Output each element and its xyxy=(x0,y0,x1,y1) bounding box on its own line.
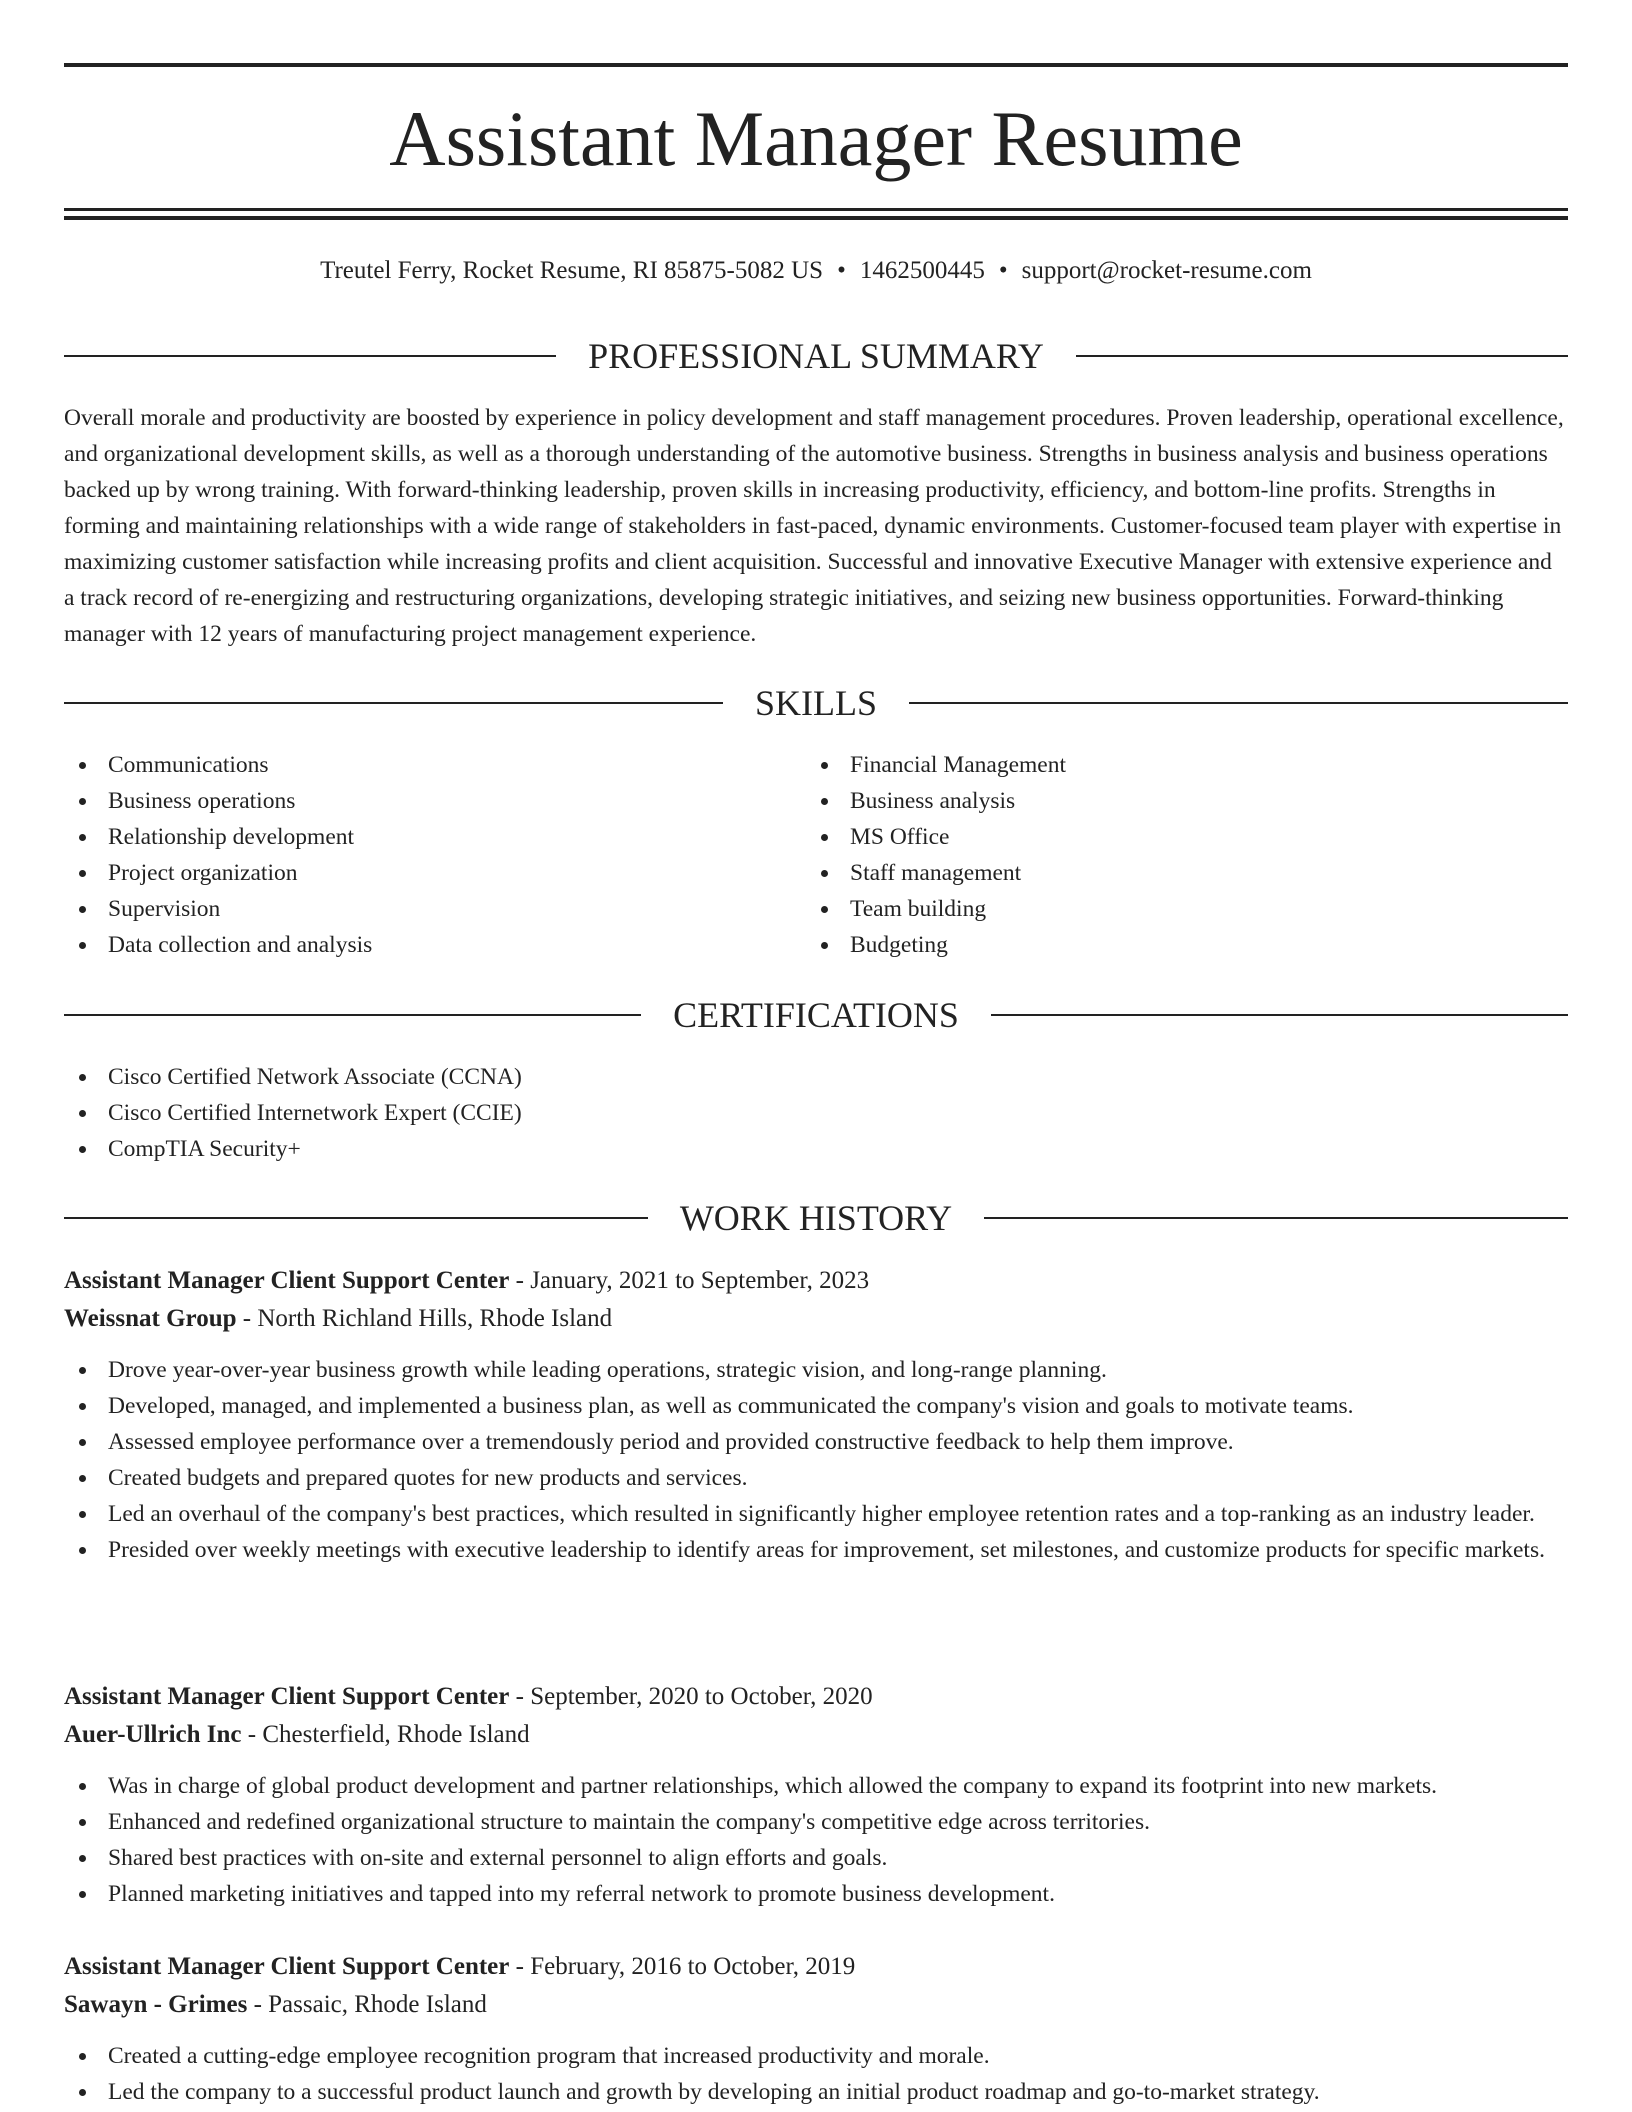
skill-item: Team building xyxy=(806,891,1546,927)
contact-separator: • xyxy=(998,257,1008,284)
certifications-heading xyxy=(64,993,1568,1037)
job-title-line xyxy=(64,1678,1568,1716)
contact-email: support@rocket-resume.com xyxy=(1021,257,1312,284)
skill-item: Business analysis xyxy=(806,783,1546,819)
job-bullet: Developed, managed, and implemented a business plan, as well as communicated the company's vision and goals to motivate teams. xyxy=(64,1388,1568,1424)
certification-item: Cisco Certified Network Associate (CCNA) xyxy=(64,1059,1568,1095)
job-title-line xyxy=(64,1262,1568,1300)
job-bullet: Assessed employee performance over a tremendously period and provided constructive feedback to help them improve. xyxy=(64,1424,1568,1460)
job-company: Auer-Ullrich Inc xyxy=(64,1721,242,1748)
skill-item: Data collection and analysis xyxy=(64,927,804,963)
title-rule-upper xyxy=(64,208,1568,211)
job-title: Assistant Manager Client Support Center xyxy=(64,1953,510,1980)
job-bullet: Planned marketing initiatives and tapped into my referral network to promote business development. xyxy=(64,1876,1568,1912)
job-bullet: Drove year-over-year business growth while leading operations, strategic vision, and long-range planning. xyxy=(64,1352,1568,1388)
heading-rule xyxy=(64,1217,648,1219)
job-location: - North Richland Hills, Rhode Island xyxy=(242,1305,613,1332)
job-title: Assistant Manager Client Support Center xyxy=(64,1683,510,1710)
page-title: Assistant Manager Resume xyxy=(389,95,1243,182)
heading-rule xyxy=(1076,355,1568,357)
skills-heading xyxy=(64,681,1568,725)
skill-item: Budgeting xyxy=(806,927,1546,963)
skill-item: Project organization xyxy=(64,855,804,891)
heading-rule xyxy=(64,702,723,704)
job-bullet: Shared best practices with on-site and external personnel to align efforts and goals. xyxy=(64,1840,1568,1876)
summary-heading xyxy=(64,334,1568,378)
job-bullet: Created budgets and prepared quotes for new products and services. xyxy=(64,1460,1568,1496)
job-dates: - January, 2021 to September, 2023 xyxy=(515,1267,870,1294)
job-entry xyxy=(64,1262,1568,1568)
job-bullet: Created a cutting-edge employee recognition program that increased productivity and morale. xyxy=(64,2038,1568,2074)
job-bullet: Led the company to a successful product launch and growth by developing an initial product roadmap and go-to-market strategy. xyxy=(64,2074,1568,2110)
contact-phone: 1462500445 xyxy=(859,257,985,284)
job-company-line xyxy=(64,1300,1568,1338)
certifications-heading-label: CERTIFICATIONS xyxy=(673,995,959,1035)
job-location: - Passaic, Rhode Island xyxy=(253,1991,487,2018)
job-title: Assistant Manager Client Support Center xyxy=(64,1267,510,1294)
heading-rule xyxy=(991,1014,1568,1016)
job-dates: - February, 2016 to October, 2019 xyxy=(515,1953,856,1980)
skill-item: MS Office xyxy=(806,819,1546,855)
skills-heading-label: SKILLS xyxy=(755,683,878,723)
certification-item: Cisco Certified Internetwork Expert (CCIE) xyxy=(64,1095,1568,1131)
skills-list-left xyxy=(64,747,804,963)
certification-item: CompTIA Security+ xyxy=(64,1131,1568,1167)
job-bullets xyxy=(64,1768,1568,1912)
job-bullet: Led an overhaul of the company's best practices, which resulted in significantly higher employee retention rates and a top-ranking as an industry leader. xyxy=(64,1496,1568,1532)
heading-rule xyxy=(64,355,556,357)
skills-list-right xyxy=(806,747,1546,963)
certifications-list xyxy=(64,1059,1568,1167)
top-rule xyxy=(64,63,1568,67)
job-bullet: Was in charge of global product development and partner relationships, which allowed the company to expand its footprint into new markets. xyxy=(64,1768,1568,1804)
job-location: - Chesterfield, Rhode Island xyxy=(247,1721,530,1748)
job-bullet: Presided over weekly meetings with executive leadership to identify areas for improvement, set milestones, and customize products for specific markets. xyxy=(64,1532,1568,1568)
contact-separator: • xyxy=(837,257,846,284)
job-entry xyxy=(64,1948,1568,2110)
skill-item: Supervision xyxy=(64,891,804,927)
heading-rule xyxy=(64,1014,641,1016)
job-company-line xyxy=(64,1716,1568,1754)
contact-address: Treutel Ferry, Rocket Resume, RI 85875-5082 US xyxy=(320,257,824,284)
job-company: Sawayn - Grimes xyxy=(64,1991,248,2018)
skill-item: Communications xyxy=(64,747,804,783)
heading-rule xyxy=(984,1217,1568,1219)
contact-line xyxy=(64,254,1568,288)
skill-item: Financial Management xyxy=(806,747,1546,783)
job-bullets xyxy=(64,1352,1568,1568)
heading-rule xyxy=(909,702,1568,704)
job-company: Weissnat Group xyxy=(64,1305,237,1332)
job-entry xyxy=(64,1678,1568,1912)
work-history-heading xyxy=(64,1196,1568,1240)
skill-item: Staff management xyxy=(806,855,1546,891)
title-rule-lower xyxy=(64,216,1568,220)
job-title-line xyxy=(64,1948,1568,1986)
job-dates: - September, 2020 to October, 2020 xyxy=(515,1683,873,1710)
job-company-line xyxy=(64,1986,1568,2024)
job-bullets xyxy=(64,2038,1568,2110)
skill-item: Business operations xyxy=(64,783,804,819)
summary-text: Overall morale and productivity are boosted by experience in policy development and staff management procedures. Proven leadership, operational excellence, and organizational development skills, as well as a thorough understanding of the automotive business. Strengths in business analysis and business operations backed up by wrong training. With forward-thinking leadership, proven skills in increasing productivity, efficiency, and bottom-line profits. Strengths in forming and maintaining relationships with a wide range of stakeholders in fast-paced, dynamic environments. Customer-focused team player with expertise in maximizing customer satisfaction while increasing profits and client acquisition. Successful and innovative Executive Manager with extensive experience and a track record of re-energizing and restructuring organizations, developing strategic initiatives, and seizing new business opportunities. Forward-thinking manager with 12 years of manufacturing project management experience. xyxy=(64,405,1564,647)
job-bullet: Enhanced and redefined organizational structure to maintain the company's competitive edge across territories. xyxy=(64,1804,1568,1840)
summary-heading-label: PROFESSIONAL SUMMARY xyxy=(588,336,1044,376)
work-history-heading-label: WORK HISTORY xyxy=(679,1198,953,1238)
skill-item: Relationship development xyxy=(64,819,804,855)
